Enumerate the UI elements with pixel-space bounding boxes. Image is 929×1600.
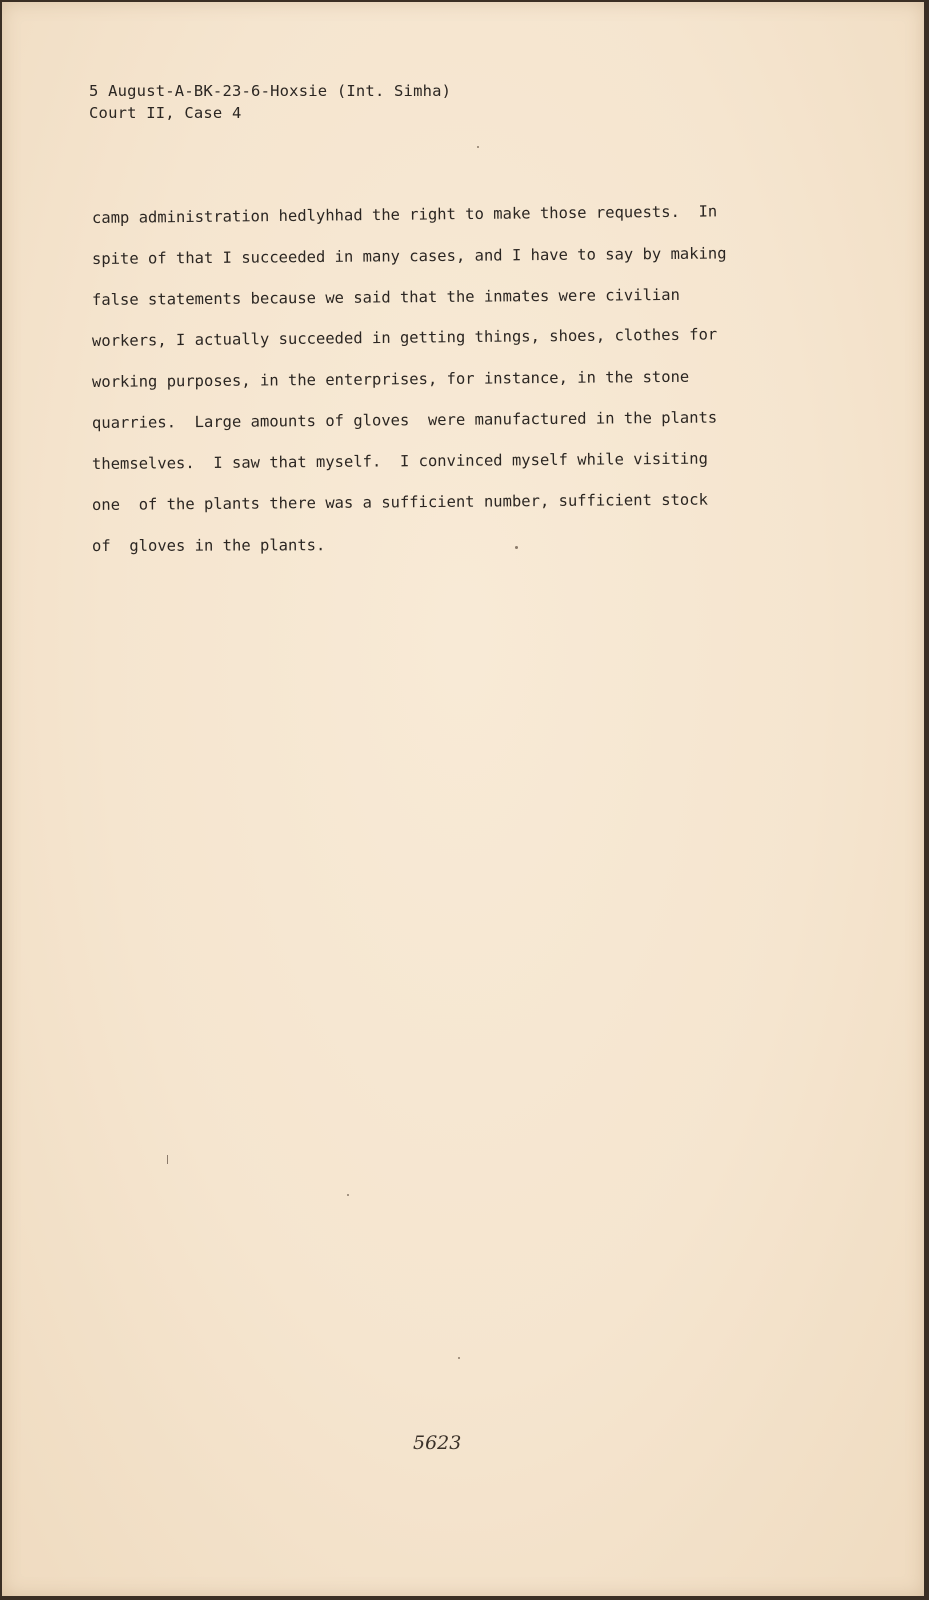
document-page bbox=[2, 2, 924, 1596]
paper-speck bbox=[167, 1155, 168, 1164]
body-line: false statements because we said that the inmates were civilian bbox=[91, 285, 680, 309]
body-line: spite of that I succeeded in many cases, and I have to say by making bbox=[91, 244, 727, 268]
body-line: working purposes, in the enterprises, for instance, in the stone bbox=[91, 367, 690, 391]
testimony-body bbox=[92, 198, 792, 567]
header-line-court-case: Court II, Case 4 bbox=[89, 104, 242, 122]
paper-speck bbox=[458, 1357, 460, 1359]
body-line: themselves. I saw that myself. I convinced myself while visiting bbox=[91, 449, 708, 473]
body-line: quarries. Large amounts of gloves were manufactured in the plants bbox=[91, 408, 718, 432]
body-line: workers, I actually succeeded in getting things, shoes, clothes for bbox=[91, 325, 718, 350]
header-line-transcript-id: 5 August-A-BK-23-6-Hoxsie (Int. Simha) bbox=[89, 82, 452, 100]
paper-speck bbox=[347, 1194, 349, 1196]
paper-speck bbox=[515, 546, 518, 549]
document-header bbox=[89, 80, 451, 124]
body-line: one of the plants there was a sufficient number, sufficient stock bbox=[91, 490, 708, 514]
body-line: of gloves in the plants. bbox=[91, 536, 326, 555]
page-number: 5623 bbox=[413, 1432, 462, 1454]
paper-speck bbox=[477, 146, 479, 148]
body-line: camp administration hedlyhhad the right to make those requests. In bbox=[91, 202, 718, 227]
